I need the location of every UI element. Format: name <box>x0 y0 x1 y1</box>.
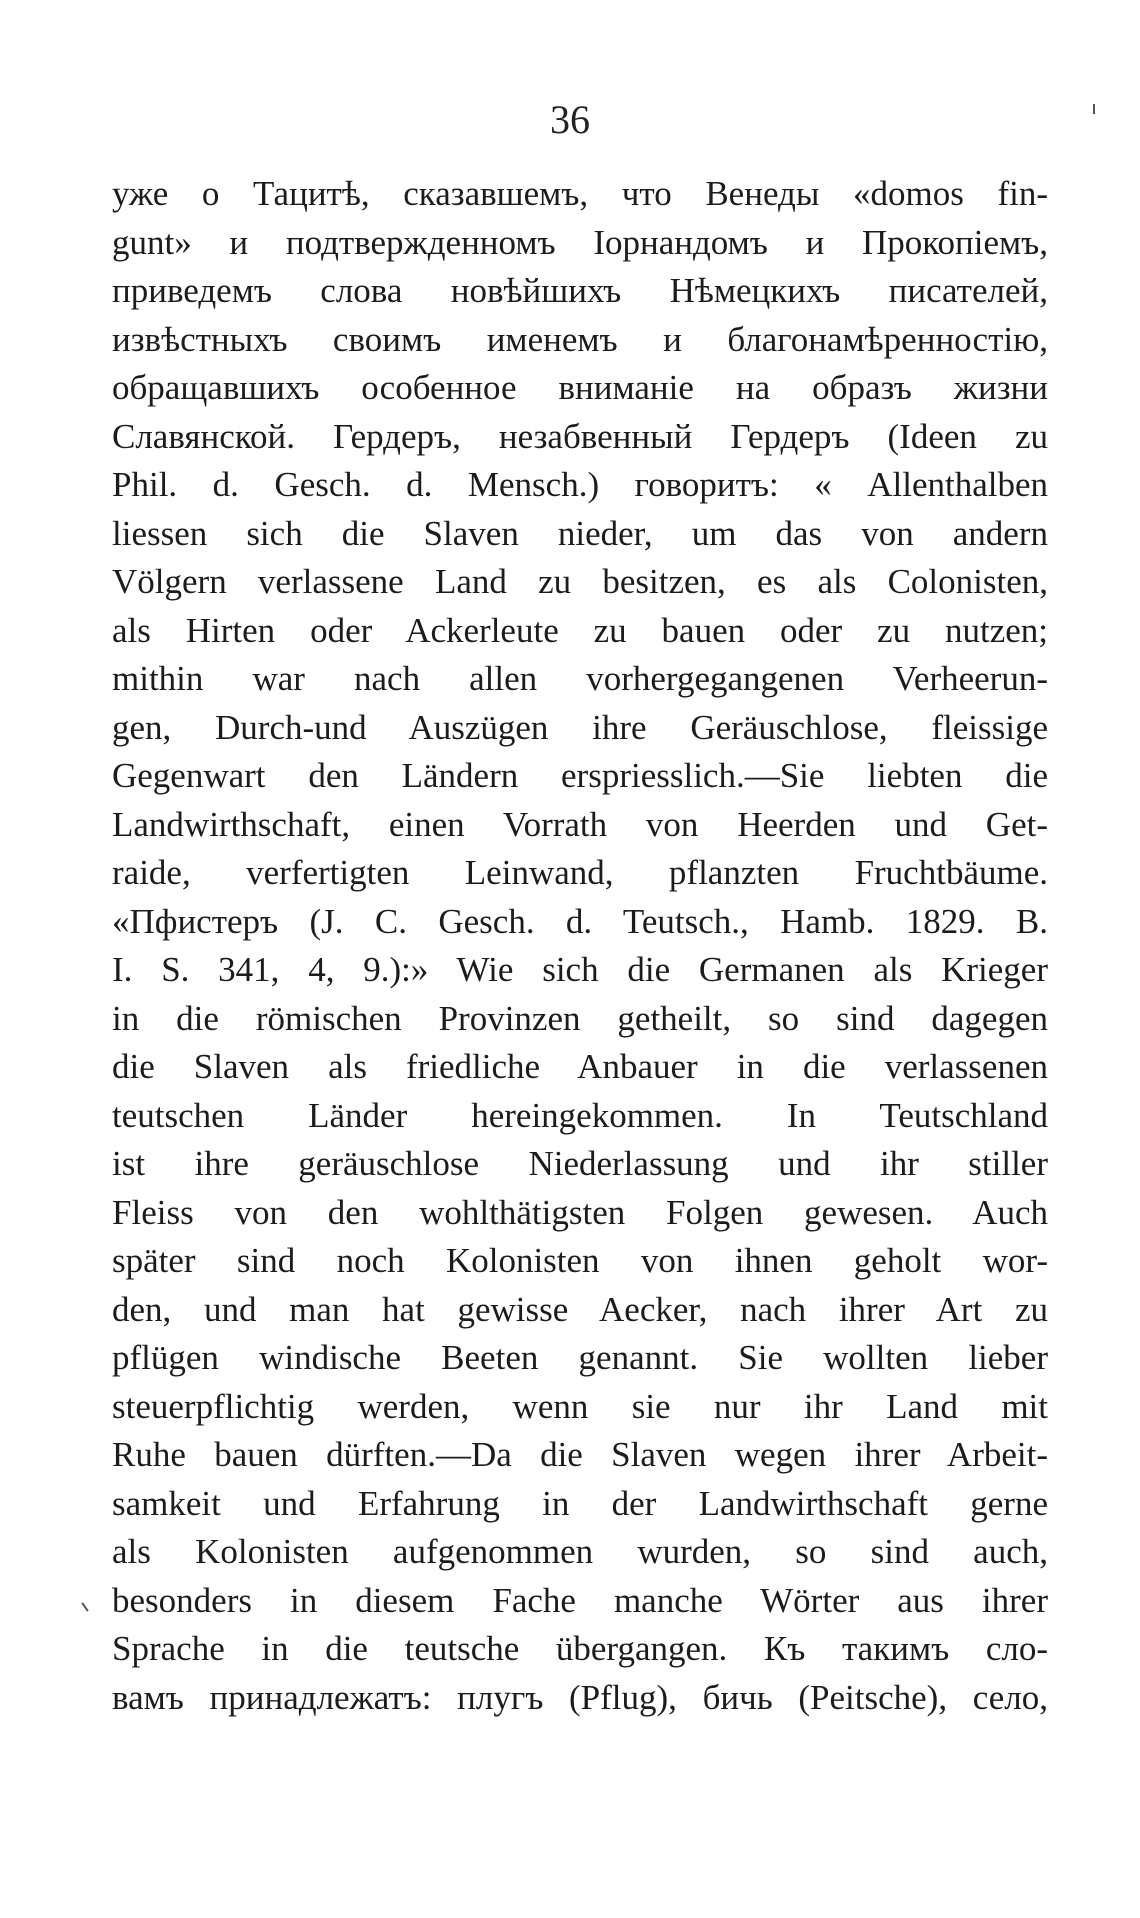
text-line: raide, verfertigten Leinwand, pflanzten Fruchtbäume. <box>112 853 1048 892</box>
text-line: Phil. d. Gesch. d. Mensch.) говоритъ: « Allenthalben <box>112 465 1048 504</box>
text-line: besonders in diesem Fache manche Wörter aus ihrer <box>112 1580 1048 1620</box>
text-line: steuerpflichtig werden, wenn sie nur ihr Land mit <box>112 1386 1048 1426</box>
body-text <box>112 170 1048 1722</box>
scan-speck-mark <box>1093 104 1095 114</box>
text-line: ist ihre geräuschlose Niederlassung und ihr stiller <box>112 1144 1048 1183</box>
text-line: извѣстныхъ своимъ именемъ и благонамѣренностiю, <box>112 319 1048 359</box>
text-line: обращавшихъ особенное вниманiе на образъ жизни <box>112 368 1048 407</box>
text-line: Gegenwart den Ländern erspriesslich.—Sie liebten die <box>112 756 1048 795</box>
text-line: später sind noch Kolonisten von ihnen geholt wor- <box>112 1241 1048 1280</box>
page-number: 36 <box>550 97 590 142</box>
text-line: samkeit und Erfahrung in der Landwirthschaft gerne <box>112 1483 1048 1523</box>
scan-speck-mark <box>81 1602 88 1611</box>
text-line: «Пфистеръ (J. C. Gesch. d. Teutsch., Hamb. 1829. B. <box>112 901 1048 941</box>
text-line: in die römischen Provinzen getheilt, so sind dagegen <box>112 998 1048 1038</box>
text-line: Ruhe bauen dürften.—Da die Slaven wegen ihrer Arbeit- <box>112 1435 1048 1474</box>
text-line: gen, Durch-und Auszügen ihre Geräuschlose, fleissige <box>112 707 1048 747</box>
text-line: mithin war nach allen vorhergegangenen Verheerun- <box>112 659 1048 698</box>
text-line: I. S. 341, 4, 9.):» Wie sich die Germanen als Krieger <box>112 950 1048 989</box>
text-line: als Kolonisten aufgenommen wurden, so sind auch, <box>112 1532 1048 1571</box>
text-line: приведемъ слова новѣйшихъ Нѣмецкихъ писателей, <box>112 271 1048 310</box>
text-line: pflügen windische Beeten genannt. Sie wollten lieber <box>112 1338 1048 1377</box>
text-line: вамъ принадлежатъ: плугъ (Pflug), бичь (Peitsche), село, <box>112 1677 1048 1717</box>
text-line: als Hirten oder Ackerleute zu bauen oder zu nutzen; <box>112 610 1048 650</box>
text-line: Fleiss von den wohlthätigsten Folgen gewesen. Auch <box>112 1192 1048 1232</box>
text-line: die Slaven als friedliche Anbauer in die verlassenen <box>112 1047 1048 1086</box>
text-line: Sprache in die teutsche übergangen. Къ такимъ сло- <box>112 1629 1048 1668</box>
text-line: Völgern verlassene Land zu besitzen, es als Colonisten, <box>112 562 1048 601</box>
text-line: Landwirthschaft, einen Vorrath von Heerden und Get- <box>112 804 1048 844</box>
text-line: уже о Тацитѣ, сказавшемъ, что Венеды «domos fin- <box>112 174 1048 213</box>
text-line: den, und man hat gewisse Aecker, nach ihrer Art zu <box>112 1289 1048 1329</box>
text-line: gunt» и подтвержденномъ Iорнандомъ и Прокопiемъ, <box>112 222 1048 262</box>
text-line: liessen sich die Slaven nieder, um das von andern <box>112 513 1048 553</box>
text-line: Славянской. Гердеръ, незабвенный Гердеръ (Ideen zu <box>112 416 1048 456</box>
text-line: teutschen Länder hereingekommen. In Teutschland <box>112 1095 1048 1135</box>
